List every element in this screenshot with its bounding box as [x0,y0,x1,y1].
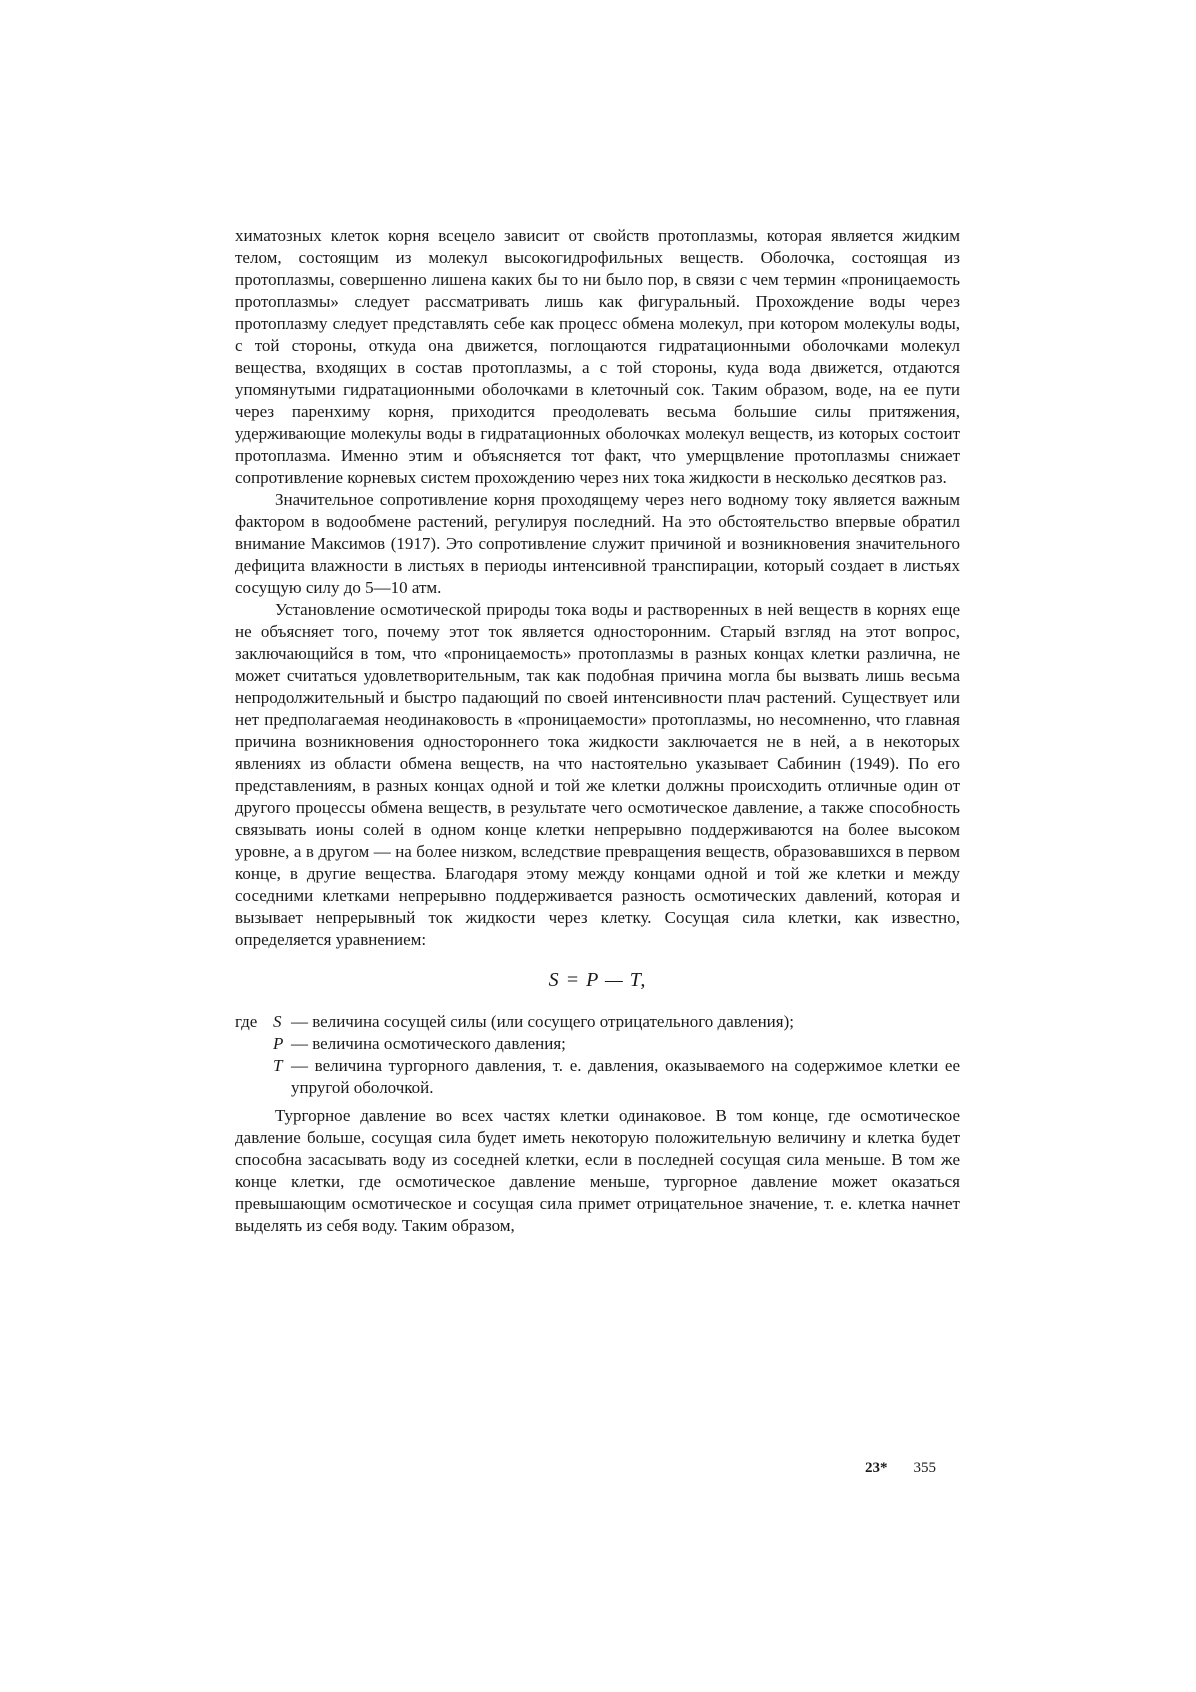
page-body [235,225,960,1237]
definition-p [235,1033,960,1055]
definition-symbol: T [273,1056,283,1075]
definition-text: — величина сосущей силы (или сосущего отрицательного давления); [291,1012,794,1031]
definition-text: — величина осмотического давления; [291,1034,566,1053]
definition-symbol: P [273,1034,284,1053]
paragraph-1: химатозных клеток корня всецело зависит от свойств протоплазмы, которая является жидким телом, состоящим из молекул высокогидрофильных веществ. Оболочка, состоящая из протоплазмы, совершенно лишена каких бы то ни было пор, в связи с чем термин «проницаемость протоплазмы» следует рассматривать лишь как фигуральный. Прохождение воды через протоплазму следует представлять себе как процесс обмена молекул, при котором молекулы воды, с той стороны, откуда она движется, поглощаются гидратационными оболочками молекул вещества, входящих в состав протоплазмы, а с той стороны, куда вода движется, отдаются упомянутыми гидратационными оболочками в клеточный сок. Таким образом, воде, на ее пути через паренхиму корня, приходится преодолевать весьма большие силы притяжения, удерживающие молекулы воды в гидратационных оболочках молекул веществ, из которых состоит протоплазма. Именно этим и объясняется тот факт, что умерщвление протоплазмы снижает сопротивление корневых систем прохождению через них тока жидкости в несколько десятков раз. [235,226,960,487]
paragraph-2: Значительное сопротивление корня проходящему через него водному току является важным фактором в водообмене растений, регулируя последний. На это обстоятельство впервые обратил внимание Максимов (1917). Это сопротивление служит причиной и возникновения значительного дефицита влажности в листьях в периоды интенсивной транспирации, который создает в листьях сосущую силу до 5—10 атм. [235,490,960,597]
paragraph-3: Установление осмотической природы тока воды и растворенных в ней веществ в корнях еще не объясняет того, почему этот ток является односторонним. Старый взгляд на этот вопрос, заключающийся в том, что «проницаемость» протоплазмы в разных концах клетки различна, не может считаться удовлетворительным, так как подобная причина могла бы вызвать лишь весьма непродолжительный и быстро падающий по своей интенсивности плач растений. Существует или нет предполагаемая неодинаковость в «проницаемости» протоплазмы, но несомненно, что главная причина возникновения одностороннего тока жидкости заключается не в ней, а в некоторых явлениях из области обмена веществ, на что настоятельно указывает Сабинин (1949). По его представлениям, в разных концах одной и той же клетки должны происходить отличные один от другого процессы обмена веществ, в результате чего осмотическое давление, а также способность связывать ионы солей в одном конце клетки непрерывно поддерживаются на более высоком уровне, а в другом — на более низком, вследствие превращения веществ, образовавшихся в первом конце, в другие вещества. Благодаря этому между концами одной и той же клетки и между соседними клетками непрерывно поддерживается разность осмотических давлений, которая и вызывает непрерывный ток жидкости через клетку. Сосущая сила клетки, как известно, определяется уравнением: [235,600,960,949]
definition-t [235,1055,960,1099]
definitions-list [235,1011,960,1099]
page-number: 355 [913,1460,936,1476]
definition-text: — величина тургорного давления, т. е. давления, оказываемого на содержимое клетки ее упругой оболочкой. [291,1056,960,1097]
definition-symbol: S [273,1012,282,1031]
paragraph-4: Тургорное давление во всех частях клетки одинаковое. В том конце, где осмотическое давление больше, сосущая сила будет иметь некоторую положительную величину и клетка будет способна засасывать воду из соседней клетки, если в последней сосущая сила меньше. В том же конце клетки, где осмотическое давление меньше, тургорное давление может оказаться превышающим осмотическое и сосущая сила примет отрицательное значение, т. е. клетка начнет выделять из себя воду. Таким образом, [235,1106,960,1235]
signature-mark: 23* [865,1460,888,1476]
formula: S = P — T, [548,969,647,991]
definition-s [235,1011,960,1033]
definition-lead: где [235,1012,258,1031]
page-footer [865,1460,936,1477]
